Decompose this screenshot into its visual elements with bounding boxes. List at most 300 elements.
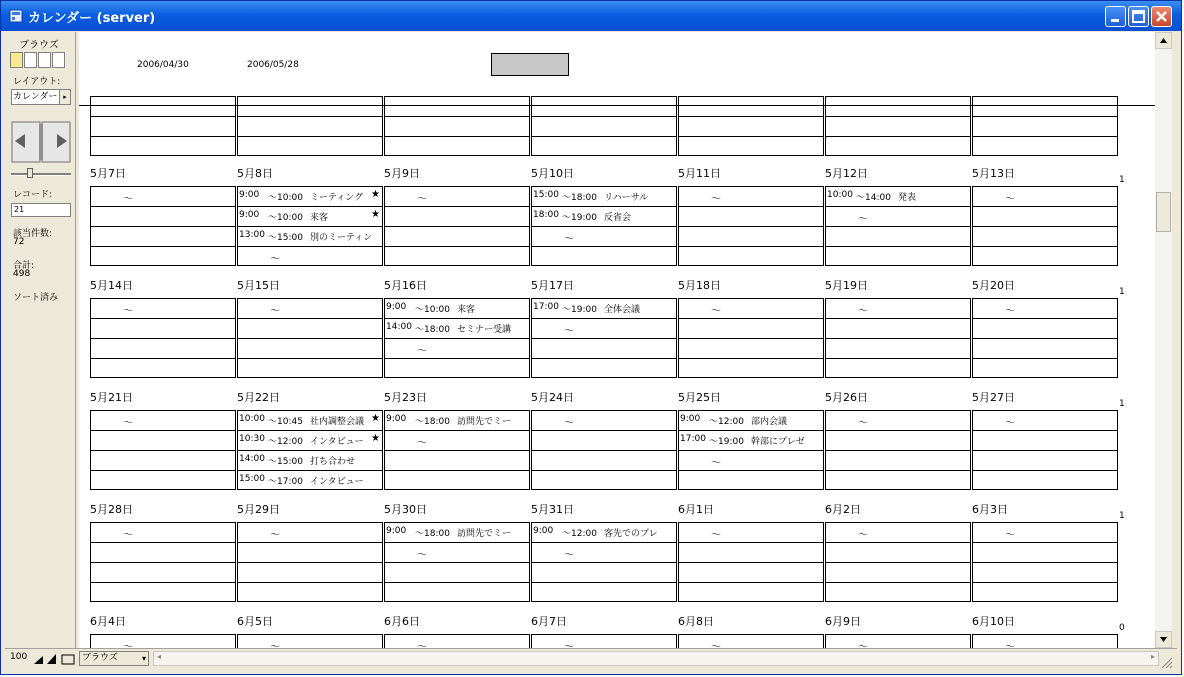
horizontal-scrollbar[interactable] <box>153 651 1159 666</box>
event-title: ミーティング <box>310 193 364 203</box>
day-slot[interactable] <box>91 97 235 117</box>
status-bar <box>5 648 1177 671</box>
day-cell[interactable] <box>972 410 1118 490</box>
day-slot[interactable] <box>91 339 235 359</box>
day-slot[interactable] <box>973 359 1117 379</box>
day-slot[interactable] <box>238 299 382 319</box>
day-cell[interactable] <box>825 186 971 266</box>
empty-range-marker: ～ <box>270 254 280 265</box>
event-title: 社内調整会議 <box>310 417 365 427</box>
day-slot[interactable] <box>385 207 529 227</box>
day-slot[interactable] <box>532 411 676 431</box>
day-slot[interactable] <box>385 563 529 583</box>
day-slot[interactable] <box>679 117 823 137</box>
event-start-time: 9:00 <box>386 302 407 312</box>
event-end-time: ～18:00 <box>415 325 450 335</box>
day-slot[interactable] <box>973 471 1117 491</box>
star-icon: ★ <box>371 433 380 444</box>
day-cell[interactable] <box>972 522 1118 602</box>
previous-week-day-cell[interactable] <box>825 96 971 156</box>
event-end-time: ～10:00 <box>268 213 303 223</box>
event-entry[interactable] <box>238 451 382 471</box>
day-slot[interactable] <box>532 543 676 563</box>
record-number-input[interactable]: 21 <box>11 203 71 217</box>
day-date-label: 5月16日 <box>384 279 427 292</box>
day-slot[interactable] <box>91 359 235 379</box>
day-cell[interactable] <box>678 522 824 602</box>
record-slider-knob[interactable] <box>27 168 33 178</box>
empty-range-marker: ～ <box>1005 642 1015 648</box>
day-slot[interactable] <box>826 451 970 471</box>
day-cell[interactable] <box>90 410 236 490</box>
day-cell[interactable] <box>384 186 530 266</box>
day-slot[interactable] <box>385 117 529 137</box>
day-cell[interactable] <box>90 522 236 602</box>
day-slot[interactable] <box>532 563 676 583</box>
day-slot[interactable] <box>826 117 970 137</box>
day-slot[interactable] <box>91 187 235 207</box>
day-date-label: 5月9日 <box>384 167 420 180</box>
day-slot[interactable] <box>973 117 1117 137</box>
day-slot[interactable] <box>91 523 235 543</box>
day-slot[interactable] <box>826 543 970 563</box>
record-book-icon[interactable] <box>11 121 71 163</box>
day-slot[interactable] <box>532 117 676 137</box>
day-slot[interactable] <box>532 451 676 471</box>
day-slot[interactable] <box>826 563 970 583</box>
event-end-time: ～15:00 <box>268 457 303 467</box>
day-slot[interactable] <box>826 207 970 227</box>
record-slider-track[interactable] <box>11 173 71 176</box>
day-slot[interactable] <box>679 359 823 379</box>
day-cell[interactable] <box>678 634 824 648</box>
empty-range-marker: ～ <box>123 306 133 317</box>
day-slot[interactable] <box>238 339 382 359</box>
day-slot[interactable] <box>826 635 970 648</box>
day-cell[interactable] <box>384 522 530 602</box>
day-slot[interactable] <box>385 471 529 491</box>
day-slot[interactable] <box>826 339 970 359</box>
day-slot[interactable] <box>679 299 823 319</box>
week-event-count: 0 <box>1119 623 1125 633</box>
day-date-label: 5月21日 <box>90 391 133 404</box>
event-entry[interactable] <box>385 523 529 543</box>
day-slot[interactable] <box>238 117 382 137</box>
day-date-label: 5月12日 <box>825 167 868 180</box>
event-entry[interactable] <box>385 299 529 319</box>
day-slot[interactable] <box>679 187 823 207</box>
event-start-time: 9:00 <box>386 414 407 424</box>
day-cell[interactable] <box>825 298 971 378</box>
day-slot[interactable] <box>532 359 676 379</box>
day-slot[interactable] <box>238 97 382 117</box>
day-slot[interactable] <box>91 319 235 339</box>
day-cell[interactable] <box>237 410 383 490</box>
empty-range-marker: ～ <box>417 438 427 449</box>
empty-range-marker: ～ <box>711 194 721 205</box>
day-date-label: 5月25日 <box>678 391 721 404</box>
day-cell[interactable] <box>90 298 236 378</box>
day-slot[interactable] <box>973 563 1117 583</box>
day-slot[interactable] <box>679 227 823 247</box>
day-cell[interactable] <box>825 410 971 490</box>
day-cell[interactable] <box>678 186 824 266</box>
event-entry[interactable] <box>385 319 529 339</box>
event-title: 訪問先でミー <box>457 417 512 427</box>
day-slot[interactable] <box>679 543 823 563</box>
day-slot[interactable] <box>679 563 823 583</box>
event-end-time: ～10:00 <box>268 193 303 203</box>
day-cell[interactable] <box>825 634 971 648</box>
event-entry[interactable] <box>238 471 382 491</box>
day-cell[interactable] <box>237 186 383 266</box>
find-mode-icon[interactable] <box>24 52 37 68</box>
day-slot[interactable] <box>679 471 823 491</box>
day-slot[interactable] <box>973 207 1117 227</box>
day-slot[interactable] <box>679 97 823 117</box>
day-slot[interactable] <box>532 635 676 648</box>
day-slot[interactable] <box>385 247 529 267</box>
day-slot[interactable] <box>532 319 676 339</box>
event-entry[interactable] <box>679 431 823 451</box>
day-slot[interactable] <box>679 523 823 543</box>
day-slot[interactable] <box>973 247 1117 267</box>
day-cell[interactable] <box>972 634 1118 648</box>
day-cell[interactable] <box>678 410 824 490</box>
event-end-time: ～18:00 <box>415 417 450 427</box>
event-end-time: ～12:00 <box>562 529 597 539</box>
title-bar[interactable] <box>1 1 1181 31</box>
found-label: 該当件数: <box>13 229 53 239</box>
day-slot[interactable] <box>973 339 1117 359</box>
day-slot[interactable] <box>385 635 529 648</box>
day-cell[interactable] <box>531 634 677 648</box>
day-date-label: 5月11日 <box>678 167 721 180</box>
day-slot[interactable] <box>238 635 382 648</box>
day-slot[interactable] <box>532 137 676 157</box>
empty-range-marker: ～ <box>270 306 280 317</box>
previous-week-day-cell[interactable] <box>972 96 1118 156</box>
empty-range-marker: ～ <box>858 642 868 648</box>
day-slot[interactable] <box>385 339 529 359</box>
event-end-time: ～10:00 <box>415 305 450 315</box>
event-entry[interactable] <box>238 187 382 207</box>
event-entry[interactable] <box>532 523 676 543</box>
day-date-label: 5月23日 <box>384 391 427 404</box>
day-slot[interactable] <box>238 523 382 543</box>
empty-range-marker: ～ <box>564 234 574 245</box>
day-slot[interactable] <box>238 543 382 563</box>
event-end-time: ～15:00 <box>268 233 303 243</box>
day-cell[interactable] <box>90 186 236 266</box>
day-cell[interactable] <box>384 298 530 378</box>
event-start-time: 9:00 <box>239 210 260 220</box>
event-start-time: 15:00 <box>533 190 559 200</box>
resize-grip-icon[interactable] <box>1161 657 1173 669</box>
found-count: 72 <box>13 237 25 247</box>
minimize-button[interactable] <box>1105 6 1126 27</box>
day-date-label: 5月28日 <box>90 503 133 516</box>
day-slot[interactable] <box>826 137 970 157</box>
day-date-label: 6月10日 <box>972 615 1015 628</box>
day-slot[interactable] <box>679 451 823 471</box>
vertical-scrollbar[interactable] <box>1155 32 1172 648</box>
day-cell[interactable] <box>237 298 383 378</box>
event-start-time: 14:00 <box>386 322 412 332</box>
previous-week-day-cell[interactable] <box>678 96 824 156</box>
event-end-time: ～12:00 <box>268 437 303 447</box>
day-slot[interactable] <box>385 543 529 563</box>
day-slot[interactable] <box>532 97 676 117</box>
day-slot[interactable] <box>91 247 235 267</box>
event-start-time: 9:00 <box>386 526 407 536</box>
empty-range-marker: ～ <box>858 418 868 429</box>
event-start-time: 10:30 <box>239 434 265 444</box>
previous-week-day-cell[interactable] <box>90 96 236 156</box>
event-entry[interactable] <box>532 299 676 319</box>
day-slot[interactable] <box>679 319 823 339</box>
scroll-down-button[interactable] <box>1155 631 1172 648</box>
empty-range-marker: ～ <box>123 194 133 205</box>
day-slot[interactable] <box>385 227 529 247</box>
day-slot[interactable] <box>385 451 529 471</box>
day-cell[interactable] <box>384 634 530 648</box>
day-slot[interactable] <box>826 359 970 379</box>
calendar-layout <box>79 32 1155 648</box>
day-slot[interactable] <box>238 359 382 379</box>
day-cell[interactable] <box>237 522 383 602</box>
day-slot[interactable] <box>973 97 1117 117</box>
previous-week-day-cell[interactable] <box>384 96 530 156</box>
day-slot[interactable] <box>91 431 235 451</box>
day-slot[interactable] <box>238 319 382 339</box>
day-slot[interactable] <box>826 471 970 491</box>
event-entry[interactable] <box>238 431 382 451</box>
day-slot[interactable] <box>826 319 970 339</box>
day-slot[interactable] <box>826 523 970 543</box>
day-slot[interactable] <box>385 137 529 157</box>
empty-range-marker: ～ <box>417 550 427 561</box>
empty-range-marker: ～ <box>123 642 133 648</box>
day-slot[interactable] <box>532 471 676 491</box>
day-slot[interactable] <box>973 299 1117 319</box>
day-slot[interactable] <box>532 583 676 603</box>
day-slot[interactable] <box>973 543 1117 563</box>
day-slot[interactable] <box>91 563 235 583</box>
day-date-label: 5月14日 <box>90 279 133 292</box>
event-entry[interactable] <box>532 187 676 207</box>
day-date-label: 5月29日 <box>237 503 280 516</box>
event-entry[interactable] <box>238 207 382 227</box>
day-slot[interactable] <box>91 117 235 137</box>
day-cell[interactable] <box>531 410 677 490</box>
layout-mode-icon[interactable] <box>38 52 51 68</box>
star-icon: ★ <box>371 189 380 200</box>
event-end-time: ～17:00 <box>268 477 303 487</box>
day-slot[interactable] <box>973 411 1117 431</box>
day-slot[interactable] <box>973 319 1117 339</box>
day-cell[interactable] <box>531 522 677 602</box>
event-start-time: 9:00 <box>533 526 554 536</box>
day-slot[interactable] <box>973 451 1117 471</box>
day-slot[interactable] <box>826 227 970 247</box>
event-title: 部内会議 <box>751 417 788 427</box>
day-slot[interactable] <box>91 543 235 563</box>
day-cell[interactable] <box>531 186 677 266</box>
empty-range-marker: ～ <box>711 306 721 317</box>
event-entry[interactable] <box>532 207 676 227</box>
navigation-button[interactable] <box>491 53 569 76</box>
day-date-label: 5月19日 <box>825 279 868 292</box>
day-slot[interactable] <box>91 137 235 157</box>
day-slot[interactable] <box>385 187 529 207</box>
day-slot[interactable] <box>973 635 1117 648</box>
day-slot[interactable] <box>91 207 235 227</box>
event-end-time: ～19:00 <box>709 437 744 447</box>
week-event-count: 1 <box>1119 399 1125 409</box>
scroll-up-button[interactable] <box>1155 32 1172 49</box>
window-title: カレンダー (server) <box>28 11 156 26</box>
day-cell[interactable] <box>237 634 383 648</box>
empty-range-marker: ～ <box>417 194 427 205</box>
zoom-controls-icon[interactable] <box>33 653 77 665</box>
day-date-label: 6月8日 <box>678 615 714 628</box>
day-slot[interactable] <box>973 137 1117 157</box>
day-slot[interactable] <box>973 227 1117 247</box>
day-slot[interactable] <box>679 635 823 648</box>
day-slot[interactable] <box>238 583 382 603</box>
day-slot[interactable] <box>385 97 529 117</box>
scroll-right-icon[interactable]: ▸ <box>1150 652 1155 661</box>
day-slot[interactable] <box>973 583 1117 603</box>
day-slot[interactable] <box>973 431 1117 451</box>
app-icon <box>9 9 23 23</box>
mode-select[interactable] <box>79 651 149 666</box>
event-end-time: ～18:00 <box>562 193 597 203</box>
day-slot[interactable] <box>91 451 235 471</box>
zoom-level[interactable]: 100 <box>10 652 28 662</box>
week-event-count: 1 <box>1119 287 1125 297</box>
event-start-time: 18:00 <box>533 210 559 220</box>
day-slot[interactable] <box>973 187 1117 207</box>
day-slot[interactable] <box>532 431 676 451</box>
day-slot[interactable] <box>826 247 970 267</box>
day-slot[interactable] <box>91 471 235 491</box>
layout-select-value: カレンダー <box>13 92 58 102</box>
empty-range-marker: ～ <box>711 642 721 648</box>
star-icon: ★ <box>371 209 380 220</box>
day-slot[interactable] <box>679 247 823 267</box>
day-slot[interactable] <box>238 247 382 267</box>
maximize-button[interactable] <box>1128 6 1149 27</box>
day-slot[interactable] <box>679 137 823 157</box>
event-entry[interactable] <box>679 411 823 431</box>
day-slot[interactable] <box>91 583 235 603</box>
dropdown-arrow-icon[interactable]: ▾ <box>141 654 146 663</box>
day-slot[interactable] <box>826 431 970 451</box>
day-slot[interactable] <box>91 299 235 319</box>
empty-range-marker: ～ <box>1005 530 1015 541</box>
empty-range-marker: ～ <box>1005 194 1015 205</box>
event-title: 訪問先でミー <box>457 529 512 539</box>
day-cell[interactable] <box>972 186 1118 266</box>
day-slot[interactable] <box>973 523 1117 543</box>
day-date-label: 6月1日 <box>678 503 714 516</box>
event-entry[interactable] <box>826 187 970 207</box>
scroll-thumb[interactable] <box>1156 192 1171 232</box>
event-title: インタビュー <box>310 437 364 447</box>
event-title: 来客 <box>457 305 476 315</box>
dropdown-arrow-icon[interactable]: ▸ <box>59 90 70 104</box>
day-cell[interactable] <box>531 298 677 378</box>
day-slot[interactable] <box>826 299 970 319</box>
week-event-count: 1 <box>1119 175 1125 185</box>
day-cell[interactable] <box>90 634 236 648</box>
range-start-date: 2006/04/30 <box>137 60 189 70</box>
empty-range-marker: ～ <box>1005 306 1015 317</box>
day-slot[interactable] <box>91 411 235 431</box>
close-button[interactable] <box>1151 6 1172 27</box>
day-slot[interactable] <box>679 207 823 227</box>
status-area <box>5 32 76 648</box>
event-entry[interactable] <box>385 411 529 431</box>
empty-range-marker: ～ <box>711 458 721 469</box>
day-date-label: 5月24日 <box>531 391 574 404</box>
browse-mode-icon[interactable] <box>10 52 23 68</box>
event-end-time: ～19:00 <box>562 305 597 315</box>
day-slot[interactable] <box>532 339 676 359</box>
event-entry[interactable] <box>238 411 382 431</box>
event-start-time: 10:00 <box>827 190 853 200</box>
day-slot[interactable] <box>238 137 382 157</box>
event-start-time: 17:00 <box>533 302 559 312</box>
day-slot[interactable] <box>679 583 823 603</box>
event-entry[interactable] <box>238 227 382 247</box>
day-slot[interactable] <box>532 247 676 267</box>
day-date-label: 5月20日 <box>972 279 1015 292</box>
day-slot[interactable] <box>238 563 382 583</box>
event-title: リハーサル <box>604 193 649 203</box>
empty-range-marker: ～ <box>123 418 133 429</box>
day-date-label: 5月15日 <box>237 279 280 292</box>
event-title: 別のミーティン <box>310 233 373 243</box>
day-slot[interactable] <box>91 227 235 247</box>
layout-select[interactable] <box>11 89 71 105</box>
event-start-time: 13:00 <box>239 230 265 240</box>
day-slot[interactable] <box>826 97 970 117</box>
previous-week-day-cell[interactable] <box>237 96 383 156</box>
day-date-label: 5月22日 <box>237 391 280 404</box>
scroll-left-icon[interactable]: ◂ <box>157 652 162 661</box>
star-icon: ★ <box>371 413 380 424</box>
day-slot[interactable] <box>385 583 529 603</box>
preview-mode-icon[interactable] <box>52 52 65 68</box>
day-cell[interactable] <box>825 522 971 602</box>
day-date-label: 6月5日 <box>237 615 273 628</box>
day-cell[interactable] <box>678 298 824 378</box>
day-slot[interactable] <box>91 635 235 648</box>
day-slot[interactable] <box>385 359 529 379</box>
day-cell[interactable] <box>384 410 530 490</box>
day-slot[interactable] <box>385 431 529 451</box>
mode-label: ブラウズ <box>19 40 59 51</box>
day-cell[interactable] <box>972 298 1118 378</box>
day-slot[interactable] <box>679 339 823 359</box>
day-slot[interactable] <box>532 227 676 247</box>
previous-week-day-cell[interactable] <box>531 96 677 156</box>
day-slot[interactable] <box>826 411 970 431</box>
day-slot[interactable] <box>826 583 970 603</box>
